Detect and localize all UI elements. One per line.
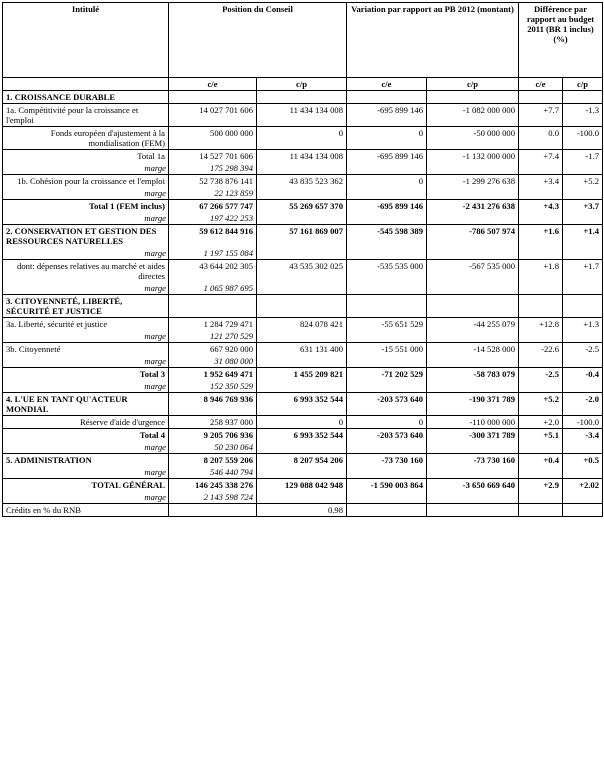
row-label: 1b. Cohésion pour la croissance et l'emploi	[3, 175, 169, 188]
empty-cell	[563, 91, 603, 104]
row-label: 5. ADMINISTRATION	[3, 454, 169, 467]
variation-ce-cell: -71 202 529	[347, 368, 427, 381]
table-row	[3, 429, 603, 442]
marge-label: marge	[3, 491, 169, 504]
marge-row	[3, 355, 603, 368]
variation-cp-cell: -3 650 669 640	[427, 479, 519, 492]
empty-cell	[347, 466, 427, 479]
section-label: 3. CITOYENNETÉ, LIBERTÉ, SÉCURITÉ ET JUSTICE	[3, 295, 169, 318]
position-cp-cell: 55 269 657 370	[257, 200, 347, 213]
header-variation: Variation par rapport au PB 2012 (montant)	[347, 3, 519, 78]
position-cp-cell: 11 434 134 008	[257, 104, 347, 127]
empty-cell	[427, 491, 519, 504]
empty-cell	[519, 187, 563, 200]
empty-cell	[519, 282, 563, 295]
row-label: Total 4	[3, 429, 169, 442]
difference-cp-cell: +1.4	[563, 225, 603, 248]
row-label: Fonds européen d'ajustement à la mondialisation (FEM)	[3, 127, 169, 150]
marge-row	[3, 491, 603, 504]
position-cp-cell: 57 161 869 007	[257, 225, 347, 248]
empty-cell	[347, 187, 427, 200]
empty-cell	[563, 282, 603, 295]
empty-cell	[257, 355, 347, 368]
empty-cell	[519, 91, 563, 104]
position-ce-cell: 146 245 338 276	[169, 479, 257, 492]
position-cp-cell: 43 835 523 362	[257, 175, 347, 188]
row-label: 3a. Liberté, sécurité et justice	[3, 318, 169, 331]
difference-cp-cell: +1.3	[563, 318, 603, 331]
difference-ce-cell: +12.8	[519, 318, 563, 331]
table-row	[3, 504, 603, 517]
marge-row	[3, 212, 603, 225]
difference-ce-cell: +7.4	[519, 150, 563, 163]
table-row	[3, 104, 603, 127]
empty-cell	[519, 295, 563, 318]
table-row	[3, 200, 603, 213]
variation-cp-cell: -73 730 160	[427, 454, 519, 467]
empty-cell	[257, 282, 347, 295]
difference-ce-cell: 0.0	[519, 127, 563, 150]
empty-cell	[519, 441, 563, 454]
variation-cp-cell: -190 371 789	[427, 393, 519, 416]
difference-ce-cell: -2.5	[519, 368, 563, 381]
difference-cp-cell: +2.02	[563, 479, 603, 492]
table-row	[3, 368, 603, 381]
marge-label: marge	[3, 330, 169, 343]
position-cp-cell: 6 993 352 544	[257, 429, 347, 442]
empty-cell	[427, 295, 519, 318]
variation-ce-cell: -203 573 640	[347, 393, 427, 416]
empty-cell	[427, 162, 519, 175]
table-row	[3, 343, 603, 356]
marge-value: 1 197 155 084	[169, 247, 257, 260]
empty-cell	[347, 330, 427, 343]
marge-label: marge	[3, 380, 169, 393]
empty-cell	[519, 491, 563, 504]
empty-cell	[257, 162, 347, 175]
empty-cell	[563, 247, 603, 260]
table-row	[3, 260, 603, 283]
empty-cell	[563, 380, 603, 393]
section-label: 1. CROISSANCE DURABLE	[3, 91, 169, 104]
empty-cell	[563, 355, 603, 368]
difference-cp-cell: +1.7	[563, 260, 603, 283]
empty-cell	[427, 247, 519, 260]
variation-ce-cell: -535 535 000	[347, 260, 427, 283]
marge-value: 1 065 987 695	[169, 282, 257, 295]
empty-cell	[427, 187, 519, 200]
marge-label: marge	[3, 187, 169, 200]
empty-cell	[563, 187, 603, 200]
position-ce-cell: 67 266 577 747	[169, 200, 257, 213]
position-ce-cell: 43 644 202 305	[169, 260, 257, 283]
marge-value: 121 270 529	[169, 330, 257, 343]
empty-cell	[563, 330, 603, 343]
row-label: Réserve d'aide d'urgence	[3, 416, 169, 429]
row-label: 4. L'UE EN TANT QU'ACTEUR MONDIAL	[3, 393, 169, 416]
marge-value: 2 143 598 724	[169, 491, 257, 504]
variation-cp-cell: -786 507 974	[427, 225, 519, 248]
empty-cell	[427, 441, 519, 454]
position-ce-cell: 9 205 706 936	[169, 429, 257, 442]
difference-ce-cell: -22.6	[519, 343, 563, 356]
row-label: Total 1 (FEM inclus)	[3, 200, 169, 213]
table-row	[3, 454, 603, 467]
marge-label: marge	[3, 162, 169, 175]
difference-cp-cell: -100.0	[563, 127, 603, 150]
marge-row	[3, 162, 603, 175]
table-body	[3, 91, 603, 517]
table-row	[3, 393, 603, 416]
empty-cell	[427, 330, 519, 343]
position-cp-cell: 43 535 302 025	[257, 260, 347, 283]
position-cp-cell: 11 434 134 008	[257, 150, 347, 163]
difference-cp-cell: -1.3	[563, 104, 603, 127]
position-ce-cell: 14 027 701 606	[169, 104, 257, 127]
row-label: Total 1a	[3, 150, 169, 163]
empty-cell	[563, 441, 603, 454]
position-cp-cell: 1 455 209 821	[257, 368, 347, 381]
empty-cell	[347, 295, 427, 318]
empty-cell	[563, 295, 603, 318]
variation-ce-cell: -695 899 146	[347, 200, 427, 213]
difference-cp-cell: +3.7	[563, 200, 603, 213]
variation-ce-cell	[347, 504, 427, 517]
difference-cp-cell: +0.5	[563, 454, 603, 467]
empty-cell	[519, 212, 563, 225]
marge-value: 197 422 253	[169, 212, 257, 225]
difference-cp-cell: +5.2	[563, 175, 603, 188]
empty-cell	[257, 295, 347, 318]
empty-cell	[347, 91, 427, 104]
marge-row	[3, 187, 603, 200]
marge-label: marge	[3, 466, 169, 479]
empty-cell	[563, 491, 603, 504]
position-cp-cell: 0	[257, 127, 347, 150]
difference-ce-cell	[519, 504, 563, 517]
variation-ce-cell: 0	[347, 127, 427, 150]
empty-cell	[257, 91, 347, 104]
variation-ce-cell: -55 651 529	[347, 318, 427, 331]
marge-value: 175 298 394	[169, 162, 257, 175]
empty-cell	[169, 91, 257, 104]
marge-row	[3, 466, 603, 479]
empty-cell	[347, 355, 427, 368]
subheader-empty	[3, 78, 169, 91]
empty-cell	[427, 212, 519, 225]
variation-ce-cell: 0	[347, 416, 427, 429]
variation-ce-cell: -203 573 640	[347, 429, 427, 442]
table-row	[3, 479, 603, 492]
difference-cp-cell: -2.0	[563, 393, 603, 416]
header-intitule: Intitulé	[3, 3, 169, 78]
marge-label: marge	[3, 282, 169, 295]
table-row	[3, 318, 603, 331]
position-ce-cell	[169, 504, 257, 517]
marge-row	[3, 247, 603, 260]
empty-cell	[347, 162, 427, 175]
position-cp-cell: 824 078 421	[257, 318, 347, 331]
subheader-cp: c/p	[257, 78, 347, 91]
difference-cp-cell: -3.4	[563, 429, 603, 442]
difference-ce-cell: +1.8	[519, 260, 563, 283]
row-label: Total 3	[3, 368, 169, 381]
subheader-ce: c/e	[519, 78, 563, 91]
empty-cell	[427, 355, 519, 368]
header-row	[3, 3, 603, 78]
empty-cell	[347, 212, 427, 225]
difference-cp-cell: -0.4	[563, 368, 603, 381]
marge-row	[3, 330, 603, 343]
variation-ce-cell: -15 551 000	[347, 343, 427, 356]
difference-ce-cell: +2.0	[519, 416, 563, 429]
row-label: TOTAL GÉNÉRAL	[3, 479, 169, 492]
difference-ce-cell: +5.1	[519, 429, 563, 442]
row-label: 1a. Compétitivité pour la croissance et l'emploi	[3, 104, 169, 127]
row-label: Crédits en % du RNB	[3, 504, 169, 517]
empty-cell	[257, 330, 347, 343]
variation-cp-cell: -1 082 000 000	[427, 104, 519, 127]
variation-cp-cell: -1 299 276 638	[427, 175, 519, 188]
empty-cell	[257, 466, 347, 479]
marge-row	[3, 282, 603, 295]
subheader-row	[3, 78, 603, 91]
position-cp-cell: 8 207 954 206	[257, 454, 347, 467]
empty-cell	[257, 491, 347, 504]
variation-ce-cell: -695 899 146	[347, 104, 427, 127]
subheader-cp: c/p	[563, 78, 603, 91]
empty-cell	[427, 466, 519, 479]
position-cp-cell: 0.98	[257, 504, 347, 517]
empty-cell	[257, 187, 347, 200]
empty-cell	[427, 282, 519, 295]
marge-value: 546 440 794	[169, 466, 257, 479]
table-row	[3, 175, 603, 188]
marge-label: marge	[3, 212, 169, 225]
position-cp-cell: 631 131 400	[257, 343, 347, 356]
difference-ce-cell: +2.9	[519, 479, 563, 492]
empty-cell	[257, 380, 347, 393]
position-ce-cell: 59 612 844 916	[169, 225, 257, 248]
variation-cp-cell: -58 783 079	[427, 368, 519, 381]
empty-cell	[427, 91, 519, 104]
row-label: 2. CONSERVATION ET GESTION DES RESSOURCES NATURELLES	[3, 225, 169, 248]
empty-cell	[347, 491, 427, 504]
empty-cell	[347, 441, 427, 454]
marge-value: 22 123 859	[169, 187, 257, 200]
empty-cell	[257, 247, 347, 260]
section-row	[3, 91, 603, 104]
variation-cp-cell: -14 528 000	[427, 343, 519, 356]
variation-ce-cell: -695 899 146	[347, 150, 427, 163]
empty-cell	[427, 380, 519, 393]
position-ce-cell: 667 920 000	[169, 343, 257, 356]
empty-cell	[563, 466, 603, 479]
position-ce-cell: 1 952 649 471	[169, 368, 257, 381]
subheader-cp: c/p	[427, 78, 519, 91]
table-row	[3, 150, 603, 163]
row-label: dont: dépenses relatives au marché et aides directes	[3, 260, 169, 283]
position-ce-cell: 258 937 000	[169, 416, 257, 429]
difference-cp-cell: -100.0	[563, 416, 603, 429]
empty-cell	[257, 441, 347, 454]
empty-cell	[563, 212, 603, 225]
difference-ce-cell: +7.7	[519, 104, 563, 127]
empty-cell	[519, 380, 563, 393]
variation-ce-cell: -545 598 389	[347, 225, 427, 248]
table-row	[3, 127, 603, 150]
position-ce-cell: 500 000 000	[169, 127, 257, 150]
variation-cp-cell: -567 535 000	[427, 260, 519, 283]
variation-cp-cell: -44 255 079	[427, 318, 519, 331]
difference-ce-cell: +1.6	[519, 225, 563, 248]
marge-value: 31 080 000	[169, 355, 257, 368]
position-ce-cell: 14 527 701 606	[169, 150, 257, 163]
difference-ce-cell: +4.3	[519, 200, 563, 213]
empty-cell	[519, 466, 563, 479]
variation-cp-cell: -300 371 789	[427, 429, 519, 442]
difference-cp-cell: -2.5	[563, 343, 603, 356]
position-cp-cell: 6 993 352 544	[257, 393, 347, 416]
empty-cell	[563, 162, 603, 175]
subheader-ce: c/e	[169, 78, 257, 91]
variation-cp-cell: -50 000 000	[427, 127, 519, 150]
variation-cp-cell: -110 000 000	[427, 416, 519, 429]
table-row	[3, 225, 603, 248]
variation-cp-cell: -1 132 000 000	[427, 150, 519, 163]
position-ce-cell: 8 946 769 936	[169, 393, 257, 416]
empty-cell	[347, 282, 427, 295]
empty-cell	[519, 330, 563, 343]
header-difference: Différence par rapport au budget 2011 (BR 1 inclus) (%)	[519, 3, 603, 78]
difference-ce-cell: +0.4	[519, 454, 563, 467]
position-cp-cell: 0	[257, 416, 347, 429]
marge-value: 152 350 529	[169, 380, 257, 393]
variation-ce-cell: -1 590 003 864	[347, 479, 427, 492]
header-position-conseil: Position du Conseil	[169, 3, 347, 78]
marge-label: marge	[3, 355, 169, 368]
variation-ce-cell: 0	[347, 175, 427, 188]
difference-ce-cell: +5.2	[519, 393, 563, 416]
variation-cp-cell	[427, 504, 519, 517]
variation-cp-cell: -2 431 276 638	[427, 200, 519, 213]
subheader-ce: c/e	[347, 78, 427, 91]
empty-cell	[347, 380, 427, 393]
position-cp-cell: 129 088 042 948	[257, 479, 347, 492]
marge-row	[3, 441, 603, 454]
marge-label: marge	[3, 247, 169, 260]
empty-cell	[257, 212, 347, 225]
budget-table	[2, 2, 603, 517]
empty-cell	[347, 247, 427, 260]
table-row	[3, 416, 603, 429]
position-ce-cell: 52 738 876 141	[169, 175, 257, 188]
empty-cell	[519, 355, 563, 368]
marge-row	[3, 380, 603, 393]
row-label: 3b. Citoyenneté	[3, 343, 169, 356]
empty-cell	[519, 247, 563, 260]
position-ce-cell: 8 207 559 206	[169, 454, 257, 467]
position-ce-cell: 1 284 729 471	[169, 318, 257, 331]
empty-cell	[519, 162, 563, 175]
difference-cp-cell	[563, 504, 603, 517]
section-row	[3, 295, 603, 318]
marge-label: marge	[3, 441, 169, 454]
difference-cp-cell: -1.7	[563, 150, 603, 163]
difference-ce-cell: +3.4	[519, 175, 563, 188]
variation-ce-cell: -73 730 160	[347, 454, 427, 467]
empty-cell	[169, 295, 257, 318]
marge-value: 50 230 064	[169, 441, 257, 454]
